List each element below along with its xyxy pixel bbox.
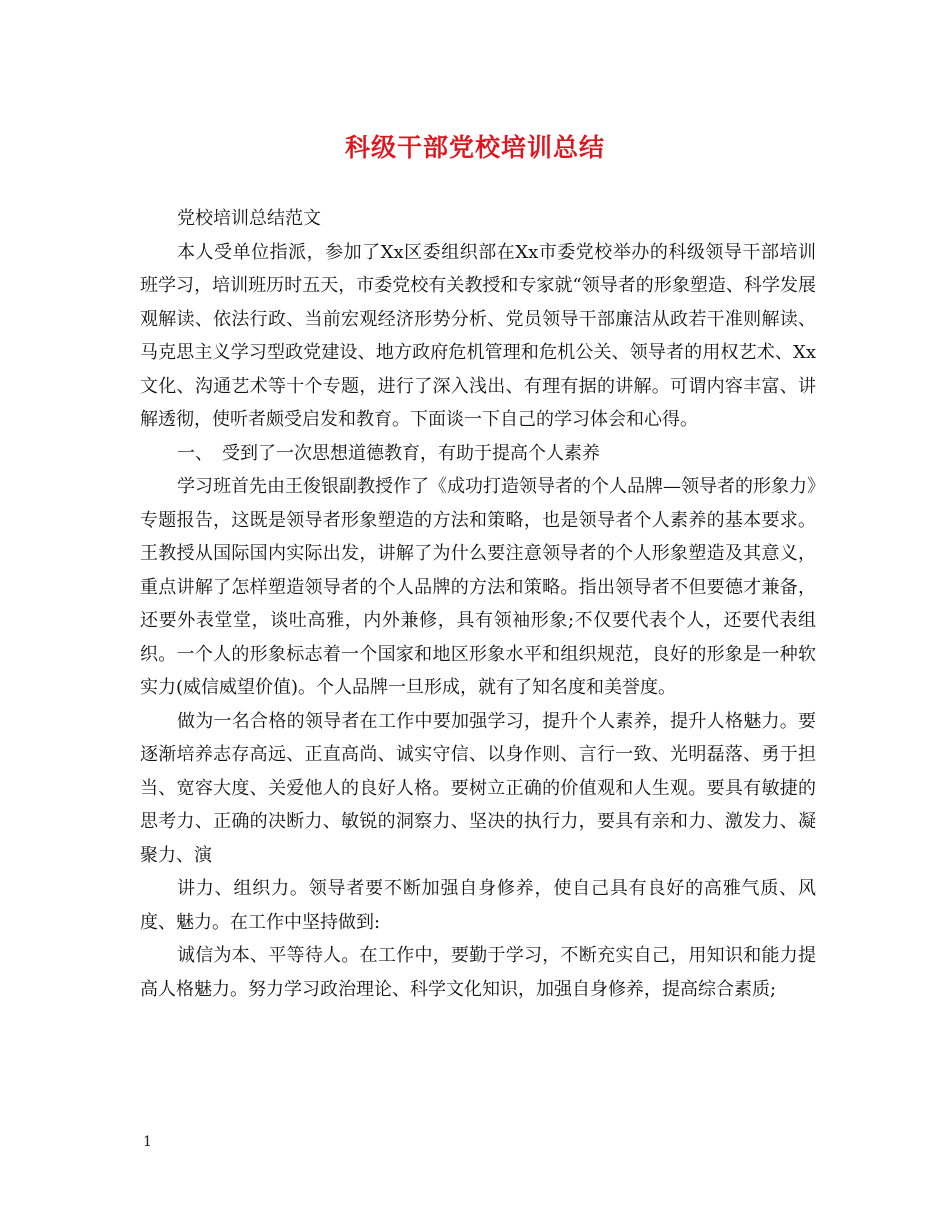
section-heading-1: 一、 受到了一次思想道德教育，有助于提高个人素养 xyxy=(177,442,600,464)
body-paragraph: 诚信为本、平等待人。在工作中，要勤于学习，不断充实自己，用知识和能力提高人格魅力。努力学习政治理论、科学文化知识，加强自身修养，提高综合素质; xyxy=(140,945,816,1000)
body-paragraph: 学习班首先由王俊银副教授作了《成功打造领导者的个人品牌—领导者的形象力》专题报告，这既是领导者形象塑造的方法和策略，也是领导者个人素养的基本要求。王教授从国际国内实际出发，讲解了为什么要注意领导者的个人形象塑造及其意义，重点讲解了怎样塑造领导者的个人品牌的方法和策略。指出领导者不但要德才兼备，还要外表堂堂，谈吐高雅，内外兼修，具有领袖形象;不仅要代表个人，还要代表组织。一个人的形象标志着一个国家和地区形象水平和组织规范，良好的形象是一种软实力(威信威望价值)。个人品牌一旦形成，就有了知名度和美誉度。 xyxy=(140,476,816,698)
document-body xyxy=(140,202,816,1006)
intro-paragraph: 本人受单位指派，参加了Xx区委组织部在Xx市委党校举办的科级领导干部培训班学习，培训班历时五天，市委党校有关教授和专家就“领导者的形象塑造、科学发展观解读、依法行政、当前宏观经济形势分析、党员领导干部廉洁从政若干准则解读、马克思主义学习型政党建设、地方政府危机管理和危机公关、领导者的用权艺术、Xx文化、沟通艺术等十个专题，进行了深入浅出、有理有据的讲解。可谓内容丰富、讲解透彻，使听者颇受启发和教育。下面谈一下自己的学习体会和心得。 xyxy=(140,241,816,430)
body-paragraph: 做为一名合格的领导者在工作中要加强学习，提升个人素养，提升人格魅力。要逐渐培养志存高远、正直高尚、诚实守信、以身作则、言行一致、光明磊落、勇于担当、宽容大度、关爱他人的良好人格。要树立正确的价值观和人生观。要具有敏捷的思考力、正确的决断力、敏锐的洞察力、坚决的执行力，要具有亲和力、激发力、凝聚力、演 xyxy=(140,710,816,866)
document-title: 科级干部党校培训总结 xyxy=(344,133,605,162)
body-paragraph: 讲力、组织力。领导者要不断加强自身修养，使自己具有良好的高雅气质、风度、魅力。在工作中坚持做到: xyxy=(140,878,816,933)
page-number: 1 xyxy=(143,1134,152,1150)
subtitle-paragraph: 党校培训总结范文 xyxy=(177,208,321,229)
